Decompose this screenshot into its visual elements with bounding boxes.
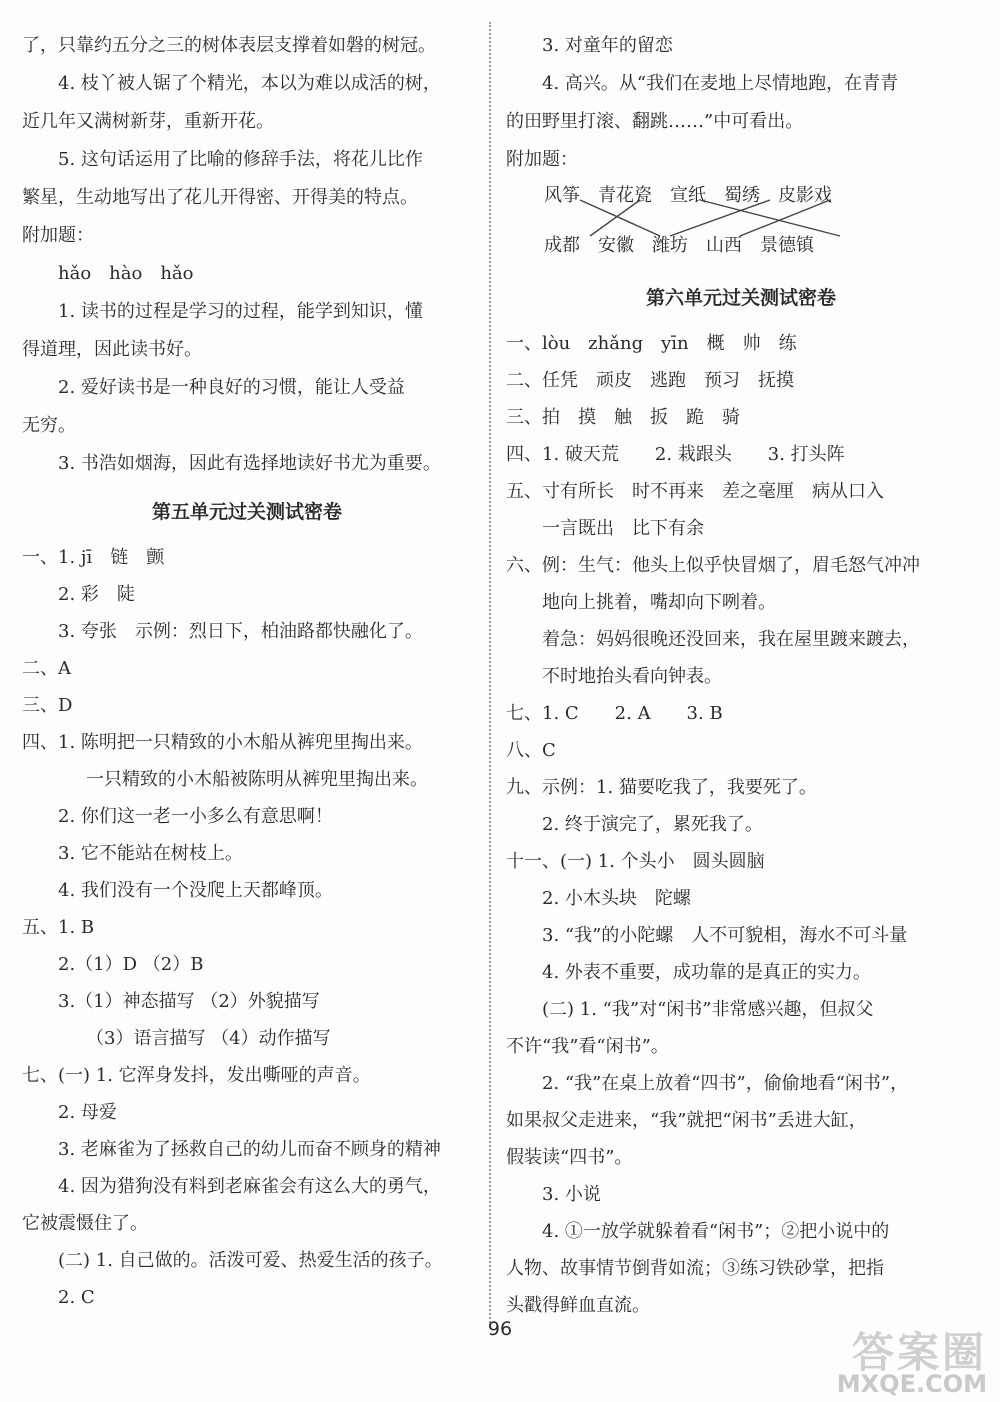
text-line: 2. 小木头块 陀螺 xyxy=(542,888,691,909)
text-line: 地向上挑着，嘴却向下咧着。 xyxy=(542,592,776,613)
text-line: 七、1. C 2. A 3. B xyxy=(506,703,723,724)
text-line: 4. 我们没有一个没爬上天都峰顶。 xyxy=(58,880,333,901)
watermark-logo-text: 答案圈 xyxy=(851,1328,987,1377)
text-line: 八、C xyxy=(506,740,556,761)
text-line: 了，只靠约五分之三的树体表层支撑着如磐的树冠。 xyxy=(22,35,436,56)
matching-top-row: 风筝 青花瓷 宣纸 蜀绣 皮影戏 xyxy=(544,185,832,206)
text-line: 繁星，生动地写出了花儿开得密、开得美的特点。 xyxy=(22,187,418,208)
matching-bottom-row: 成都 安徽 潍坊 山西 景德镇 xyxy=(544,235,814,256)
text-line: hǎo hào hǎo xyxy=(58,263,194,284)
section-heading: 第六单元过关测试密卷 xyxy=(645,287,836,309)
text-line: 2. 彩 陡 xyxy=(58,584,135,605)
text-line: 头戳得鲜血直流。 xyxy=(506,1295,650,1316)
matching-lines xyxy=(540,198,870,238)
text-line: 不许“我”看“闲书”。 xyxy=(506,1036,669,1057)
text-line: 2.（1）D （2）B xyxy=(58,954,204,975)
text-line: 假装读“四书”。 xyxy=(506,1147,633,1168)
text-line: 它被震慑住了。 xyxy=(22,1213,148,1234)
text-line: 如果叔父走进来，“我”就把“闲书”丢进大缸， xyxy=(506,1110,867,1131)
text-line: 一、1. jī 链 颤 xyxy=(22,547,165,568)
section-heading: 第五单元过关测试密卷 xyxy=(151,501,342,523)
text-line: 3. 小说 xyxy=(542,1184,601,1205)
text-line: 3. 老麻雀为了拯救自己的幼儿而奋不顾身的精神 xyxy=(58,1139,441,1160)
text-line: 4. 外表不重要，成功靠的是真正的实力。 xyxy=(542,962,871,983)
text-line: 1. 读书的过程是学习的过程，能学到知识，懂 xyxy=(58,301,423,322)
text-line: 2. 爱好读书是一种良好的习惯，能让人受益 xyxy=(58,377,405,398)
text-line: 无穷。 xyxy=(22,415,76,436)
page-number: 96 xyxy=(487,1318,513,1340)
text-line: 一、lòu zhǎng yīn 概 帅 练 xyxy=(506,333,797,354)
text-line: 4. 高兴。从“我们在麦地上尽情地跑，在青青 xyxy=(542,73,899,94)
text-line: 不时地抬头看向钟表。 xyxy=(542,666,722,687)
text-line: 5. 这句话运用了比喻的修辞手法，将花儿比作 xyxy=(58,149,423,170)
text-line: 3.（1）神态描写 （2）外貌描写 xyxy=(58,991,320,1012)
text-line: (二) 1. 自己做的。活泼可爱、热爱生活的孩子。 xyxy=(58,1250,443,1271)
text-line: 2. “我”在桌上放着“四书”，偷偷地看“闲书”， xyxy=(542,1073,909,1094)
text-line: 3. 它不能站在树枝上。 xyxy=(58,843,243,864)
text-line: 得道理，因此读书好。 xyxy=(22,339,202,360)
text-line: 4. 因为猎狗没有料到老麻雀会有这么大的勇气， xyxy=(58,1176,441,1197)
text-line: 七、(一) 1. 它浑身发抖，发出嘶哑的声音。 xyxy=(22,1065,371,1086)
text-line: 2. 终于演完了，累死我了。 xyxy=(542,814,763,835)
text-line: 人物、故事情节倒背如流；③练习铁砂掌，把指 xyxy=(506,1258,884,1279)
column-divider xyxy=(489,22,491,1327)
text-line: 4. ①一放学就躲着看“闲书”；②把小说中的 xyxy=(542,1221,890,1242)
text-line: 一言既出 比下有余 xyxy=(542,518,704,539)
text-line: 着急：妈妈很晚还没回来，我在屋里踱来踱去， xyxy=(542,629,920,650)
watermark-site: MXQE.COM xyxy=(836,1370,987,1398)
text-line: 五、1. B xyxy=(22,917,95,938)
text-line: 五、寸有所长 时不再来 差之毫厘 病从口入 xyxy=(506,481,884,502)
text-line: 三、拍 摸 触 扳 跪 骑 xyxy=(506,407,740,428)
text-line: （3）语言描写 （4）动作描写 xyxy=(86,1028,331,1049)
text-line: 二、A xyxy=(22,658,71,679)
text-line: 六、例：生气：他头上似乎快冒烟了，眉毛怒气冲冲 xyxy=(506,555,920,576)
text-line: 2. 母爱 xyxy=(58,1102,117,1123)
text-line: 九、示例：1. 猫要吃我了，我要死了。 xyxy=(506,777,817,798)
text-line: 十一、(一) 1. 个头小 圆头圆脑 xyxy=(506,851,765,872)
text-line: 的田野里打滚、翻跳……”中可看出。 xyxy=(506,111,804,132)
text-line: 2. C xyxy=(58,1287,95,1308)
text-line: 四、1. 破天荒 2. 栽跟头 3. 打头阵 xyxy=(506,444,845,465)
text-line: 3. 夸张 示例：烈日下，柏油路都快融化了。 xyxy=(58,621,423,642)
text-line: 三、D xyxy=(22,695,73,716)
text-line: 3. 对童年的留恋 xyxy=(542,35,673,56)
text-line: 一只精致的小木船被陈明从裤兜里掏出来。 xyxy=(86,769,428,790)
watermark-logo xyxy=(790,1320,995,1400)
text-line: 四、1. 陈明把一只精致的小木船从裤兜里掏出来。 xyxy=(22,732,423,753)
text-line: (二) 1. “我”对“闲书”非常感兴趣，但叔父 xyxy=(542,999,874,1020)
text-line: 3. “我”的小陀螺 人不可貌相，海水不可斗量 xyxy=(542,925,908,946)
text-line: 4. 枝丫被人锯了个精光，本以为难以成活的树， xyxy=(58,73,441,94)
text-line: 2. 你们这一老一小多么有意思啊！ xyxy=(58,806,333,827)
text-line: 附加题： xyxy=(22,225,94,246)
text-line: 二、任凭 顽皮 逃跑 预习 抚摸 xyxy=(506,370,794,391)
text-line: 附加题： xyxy=(506,149,578,170)
text-line: 3. 书浩如烟海，因此有选择地读好书尤为重要。 xyxy=(58,453,441,474)
text-line: 近几年又满树新芽，重新开花。 xyxy=(22,111,274,132)
